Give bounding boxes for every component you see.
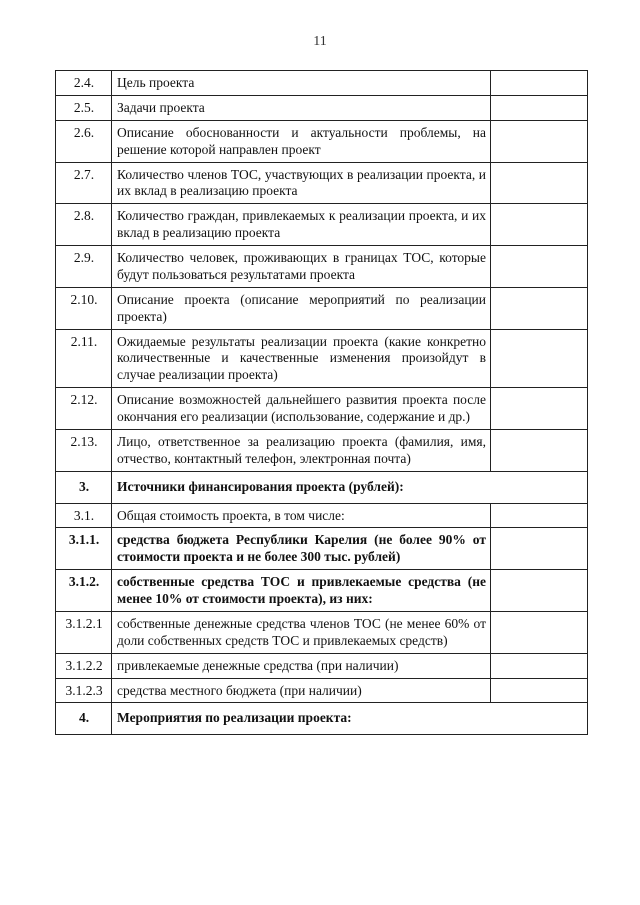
row-number: 3.1.2. xyxy=(56,570,112,612)
row-description: Описание возможностей дальнейшего развития проекта после окончания его реализации (использование, содержание и др.) xyxy=(112,388,491,430)
row-value-cell[interactable] xyxy=(491,678,588,703)
table-row xyxy=(56,471,588,503)
row-number: 2.13. xyxy=(56,429,112,471)
table-row xyxy=(56,429,588,471)
row-number: 4. xyxy=(56,703,112,735)
row-value-cell[interactable] xyxy=(491,71,588,96)
row-value-cell[interactable] xyxy=(491,120,588,162)
table-row xyxy=(56,653,588,678)
row-value-cell[interactable] xyxy=(491,653,588,678)
row-number: 3.1. xyxy=(56,503,112,528)
row-description: средства бюджета Республики Карелия (не более 90% от стоимости проекта и не более 300 тыс. рублей) xyxy=(112,528,491,570)
row-number: 3.1.2.3 xyxy=(56,678,112,703)
row-description: Описание проекта (описание мероприятий по реализации проекта) xyxy=(112,287,491,329)
row-value-cell[interactable] xyxy=(491,388,588,430)
row-value-cell[interactable] xyxy=(491,429,588,471)
row-description: привлекаемые денежные средства (при наличии) xyxy=(112,653,491,678)
table-row xyxy=(56,287,588,329)
row-description: Мероприятия по реализации проекта: xyxy=(112,703,588,735)
row-number: 3.1.1. xyxy=(56,528,112,570)
row-number: 3.1.2.1 xyxy=(56,611,112,653)
row-description: Общая стоимость проекта, в том числе: xyxy=(112,503,491,528)
table-body xyxy=(56,71,588,735)
row-value-cell[interactable] xyxy=(491,246,588,288)
table-row xyxy=(56,570,588,612)
row-description: собственные денежные средства членов ТОС (не менее 60% от доли собственных средств ТОС и привлекаемых средств) xyxy=(112,611,491,653)
row-number: 2.5. xyxy=(56,95,112,120)
row-number: 3. xyxy=(56,471,112,503)
row-value-cell[interactable] xyxy=(491,204,588,246)
row-number: 2.4. xyxy=(56,71,112,96)
row-description: Источники финансирования проекта (рублей): xyxy=(112,471,588,503)
page-number: 11 xyxy=(313,34,327,49)
row-number: 3.1.2.2 xyxy=(56,653,112,678)
row-description: средства местного бюджета (при наличии) xyxy=(112,678,491,703)
row-description: Ожидаемые результаты реализации проекта (какие конкретно количественные и качественные изменения произойдут в случае реализации проекта) xyxy=(112,329,491,388)
table-row xyxy=(56,388,588,430)
row-value-cell[interactable] xyxy=(491,329,588,388)
table-row xyxy=(56,503,588,528)
row-value-cell[interactable] xyxy=(491,95,588,120)
table-row xyxy=(56,120,588,162)
row-description: Количество членов ТОС, участвующих в реализации проекта, и их вклад в реализацию проекта xyxy=(112,162,491,204)
table-row xyxy=(56,611,588,653)
table-row xyxy=(56,329,588,388)
row-number: 2.6. xyxy=(56,120,112,162)
row-description: Цель проекта xyxy=(112,71,491,96)
row-value-cell[interactable] xyxy=(491,570,588,612)
row-value-cell[interactable] xyxy=(491,162,588,204)
row-description: Задачи проекта xyxy=(112,95,491,120)
row-description: Лицо, ответственное за реализацию проекта (фамилия, имя, отчество, контактный телефон, электронная почта) xyxy=(112,429,491,471)
row-value-cell[interactable] xyxy=(491,611,588,653)
row-value-cell[interactable] xyxy=(491,503,588,528)
table-row xyxy=(56,528,588,570)
row-description: Количество граждан, привлекаемых к реализации проекта, и их вклад в реализацию проекта xyxy=(112,204,491,246)
table-row xyxy=(56,162,588,204)
project-form-table xyxy=(55,70,588,735)
row-number: 2.12. xyxy=(56,388,112,430)
row-description: Описание обоснованности и актуальности проблемы, на решение которой направлен проект xyxy=(112,120,491,162)
row-number: 2.10. xyxy=(56,287,112,329)
table-row xyxy=(56,678,588,703)
row-description: Количество человек, проживающих в границах ТОС, которые будут пользоваться результатами проекта xyxy=(112,246,491,288)
row-number: 2.8. xyxy=(56,204,112,246)
table-row xyxy=(56,246,588,288)
row-value-cell[interactable] xyxy=(491,528,588,570)
row-number: 2.9. xyxy=(56,246,112,288)
table-row xyxy=(56,204,588,246)
row-description: собственные средства ТОС и привлекаемые средства (не менее 10% от стоимости проекта), из них: xyxy=(112,570,491,612)
row-value-cell[interactable] xyxy=(491,287,588,329)
table-row xyxy=(56,703,588,735)
row-number: 2.7. xyxy=(56,162,112,204)
row-number: 2.11. xyxy=(56,329,112,388)
table-row xyxy=(56,71,588,96)
table-row xyxy=(56,95,588,120)
